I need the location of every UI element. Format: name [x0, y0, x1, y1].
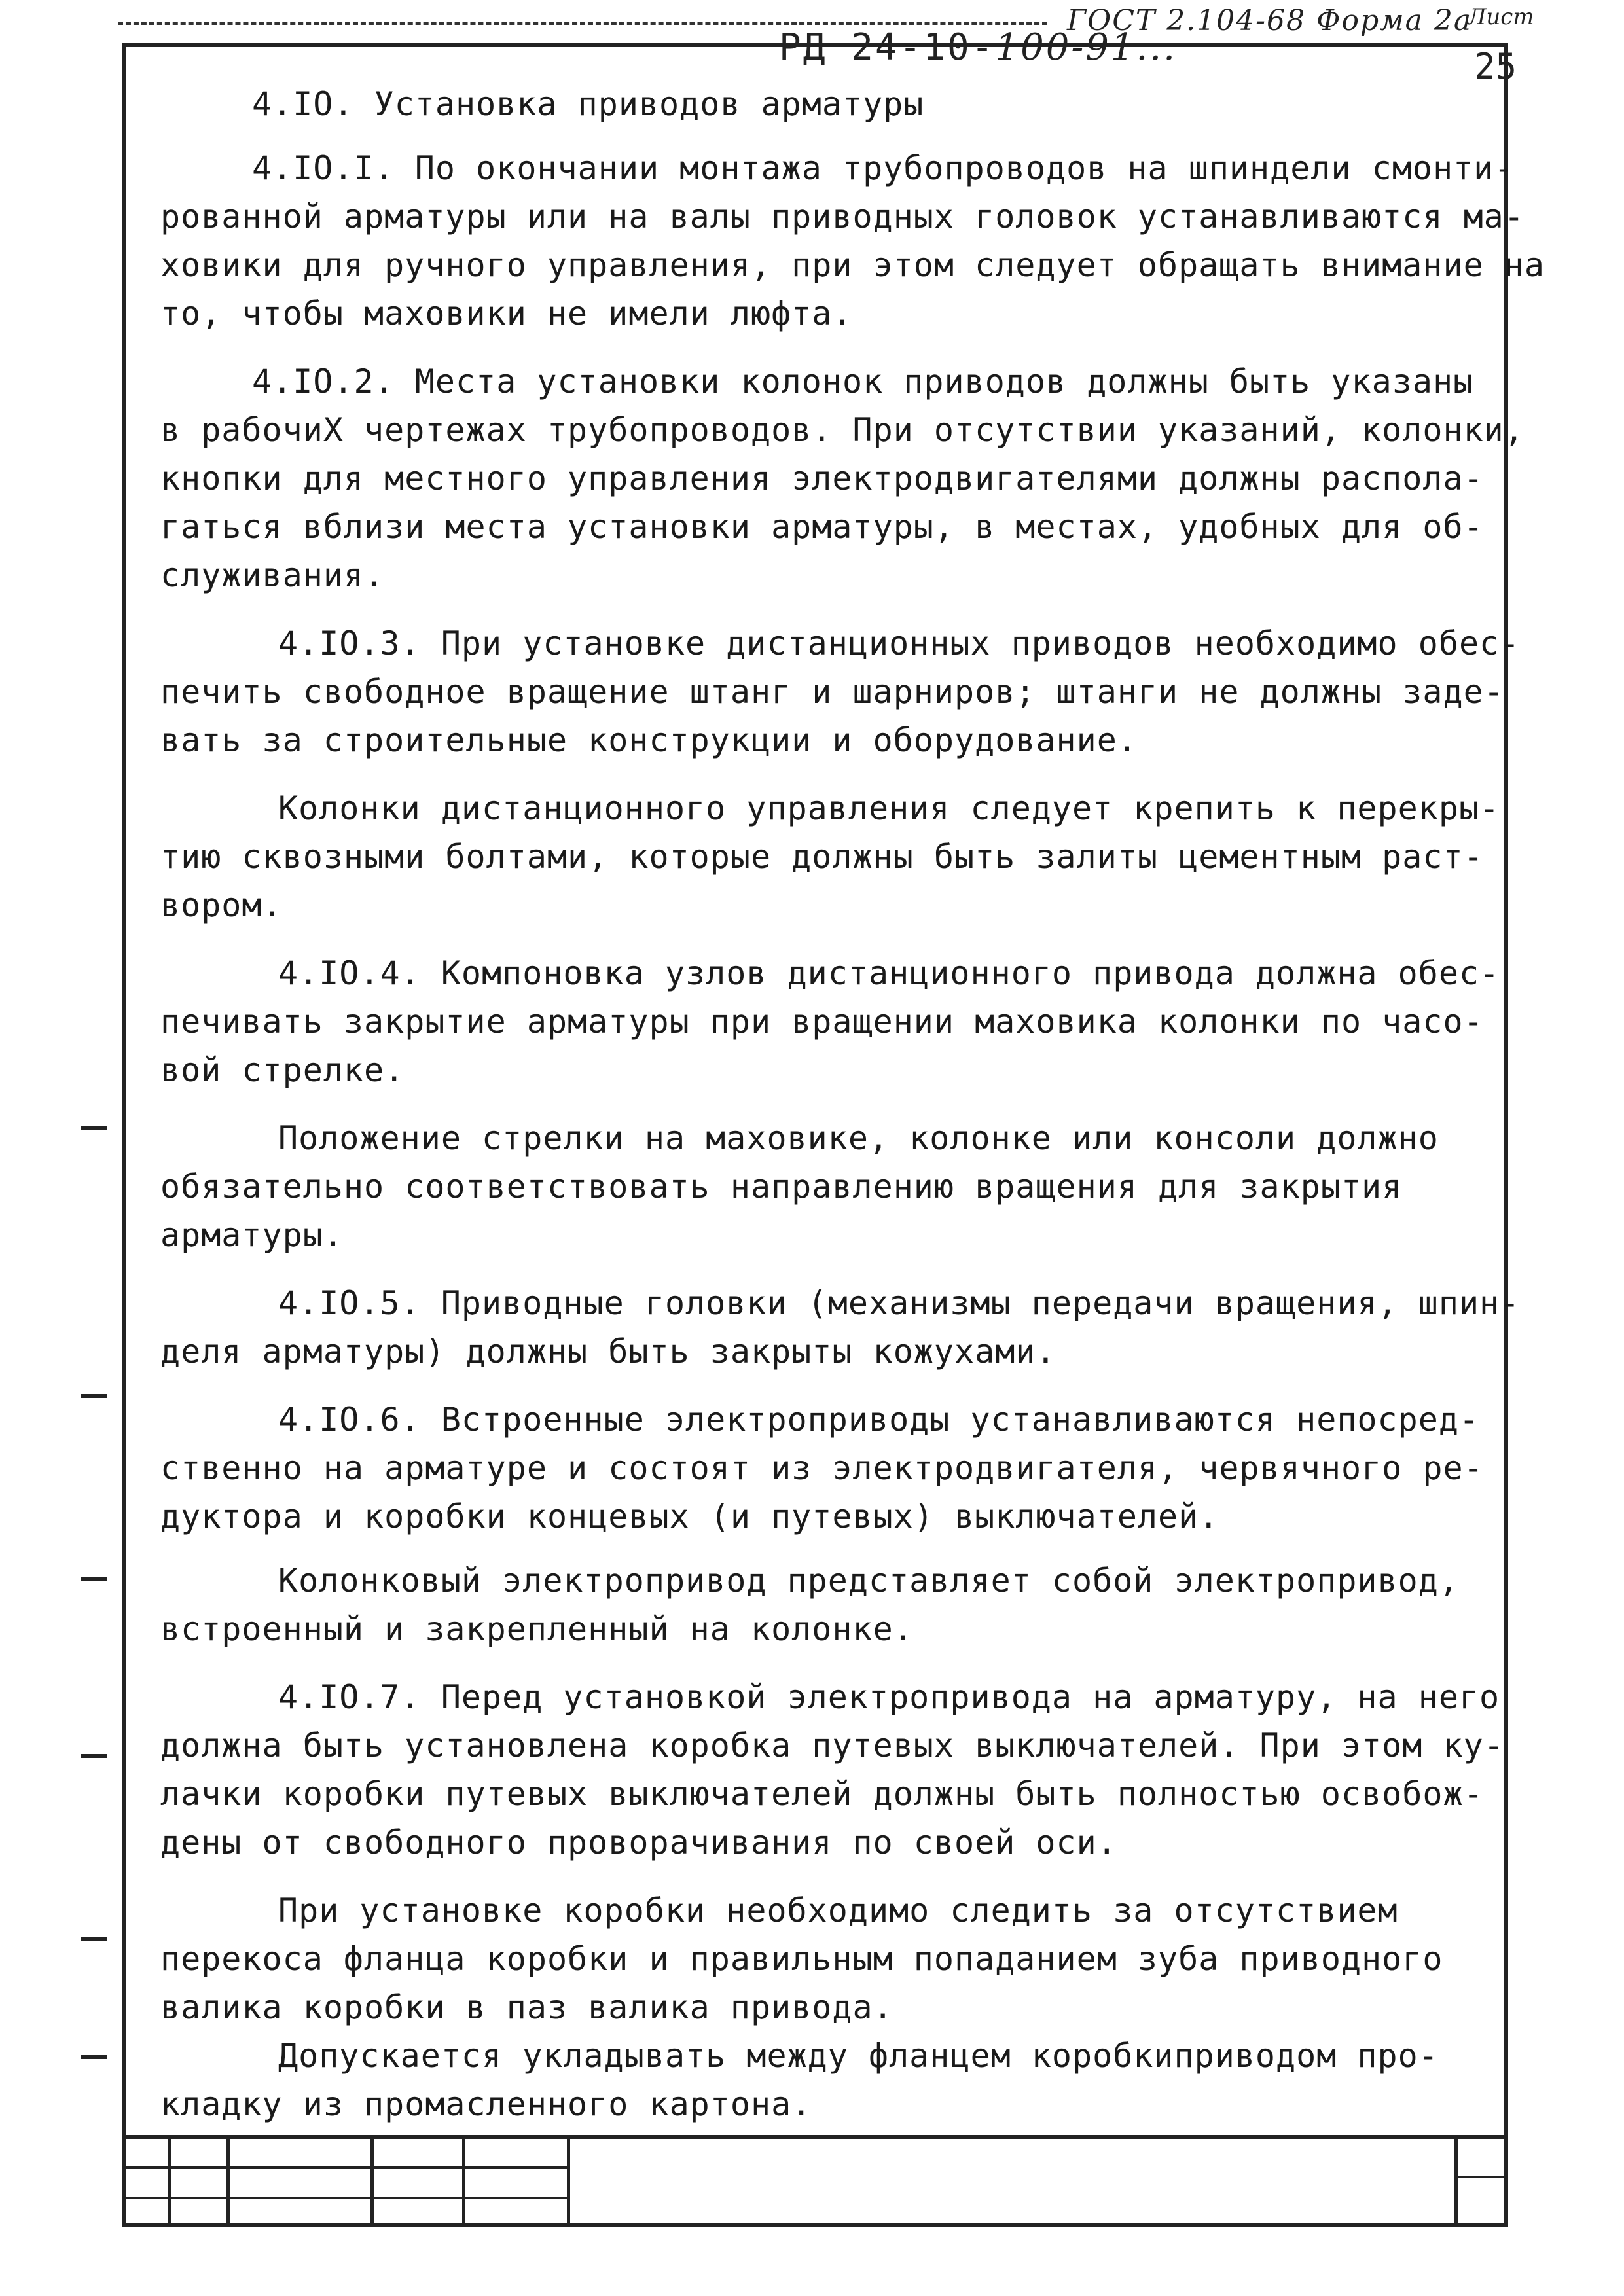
paragraph-line: 4.IO.I. По окончании монтажа трубопроводов на шпиндели смонти- [252, 149, 1515, 187]
paragraph-line: При установке коробки необходимо следить за отсутствием [278, 1892, 1398, 1929]
title-block-column-line [567, 2139, 570, 2223]
paragraph-line: рованной арматуры или на валы приводных головок устанавливаются ма- [160, 198, 1525, 236]
paragraph-line: арматуры. [160, 1216, 344, 1254]
paragraph-line: в рабочиХ чертежах трубопроводов. При отсутствии указаний, колонки, [160, 411, 1525, 449]
paragraph-line: 4.IO.3. При установке дистанционных приводов необходимо обес- [278, 624, 1521, 662]
title-block-column-line [168, 2139, 171, 2223]
paragraph-line: печить свободное вращение штанг и шарниров; штанги не должны заде- [160, 673, 1504, 711]
form-label: ГОСТ 2.104-68 Форма 2а [1067, 4, 1473, 37]
paragraph-line: обязательно соответствовать направлению вращения для закрытия [160, 1168, 1403, 1206]
paragraph-line: Допускается укладывать между фланцем коробкиприводом про- [278, 2037, 1439, 2075]
title-block [122, 2135, 1508, 2227]
paragraph-line: дены от свободного проворачивания по своей оси. [160, 1823, 1117, 1861]
paragraph-line: 4.IO.5. Приводные головки (механизмы передачи вращения, шпин- [278, 1284, 1521, 1322]
header-rule [118, 22, 1047, 25]
document-code-handwritten: 100-91... [995, 26, 1177, 69]
sheet-number: 25 [1474, 46, 1517, 87]
title-block-row-line [122, 2197, 567, 2199]
paragraph-line: перекоса фланца коробки и правильным попаданием зуба приводного [160, 1940, 1443, 1978]
paragraph-line: деля арматуры) должны быть закрыты кожухами. [160, 1333, 1056, 1371]
section-heading: 4.IO. Установка приводов арматуры [252, 85, 924, 123]
paragraph-line: дуктора и коробки концевых (и путевых) выключателей. [160, 1498, 1219, 1535]
title-block-column-line [462, 2139, 465, 2223]
paragraph-line: должна быть установлена коробка путевых выключателей. При этом ку- [160, 1727, 1504, 1765]
paragraph-line: кладку из промасленного картона. [160, 2085, 812, 2123]
paragraph-line: Колонки дистанционного управления следует крепить к перекры- [278, 789, 1500, 827]
document-code-printed: РД 24-10- [779, 26, 996, 69]
paragraph-line: вой стрелке. [160, 1051, 405, 1089]
paragraph-line: Положение стрелки на маховике, колонке или консоли должно [278, 1119, 1439, 1157]
paragraph-line: то, чтобы маховики не имели люфта. [160, 295, 853, 332]
paragraph-line: ховики для ручного управления, при этом следует обращать внимание на [160, 246, 1545, 284]
paragraph-line: ственно на арматуре и состоят из электродвигателя, червячного ре- [160, 1449, 1484, 1487]
title-block-column-line [370, 2139, 374, 2223]
paragraph-line: 4.IO.2. Места установки колонок приводов должны быть указаны [252, 363, 1474, 401]
paragraph-line: 4.IO.4. Компоновка узлов дистанционного привода должна обес- [278, 954, 1500, 992]
paragraph-line: кнопки для местного управления электродвигателями должны распола- [160, 459, 1484, 497]
paragraph-line: Колонковый электропривод представляет собой электропривод, [278, 1562, 1459, 1600]
title-block-column-line [1454, 2139, 1458, 2223]
paragraph-line: 4.IO.7. Перед установкой электропривода на арматуру, на него [278, 1678, 1500, 1716]
paragraph-line: лачки коробки путевых выключателей должны быть полностью освобож- [160, 1775, 1484, 1813]
title-block-column-line [226, 2139, 230, 2223]
title-block-row-line [122, 2166, 567, 2169]
sheet-cell-divider [1454, 2176, 1508, 2178]
paragraph-line: печивать закрытие арматуры при вращении маховика колонки по часо- [160, 1003, 1484, 1041]
document-code [779, 26, 1177, 69]
paragraph-line: вать за строительные конструкции и оборудование. [160, 721, 1138, 759]
paragraph-line: служивания. [160, 556, 385, 594]
paragraph-line: гаться вблизи места установки арматуры, в местах, удобных для об- [160, 508, 1484, 546]
document-body [160, 80, 1545, 2128]
paragraph-line: тию сквозными болтами, которые должны быть залиты цементным раст- [160, 838, 1484, 876]
paragraph-line: 4.IO.6. Встроенные электроприводы устанавливаются непосред- [278, 1401, 1480, 1439]
paragraph-line: вором. [160, 886, 283, 924]
paragraph-line: валика коробки в паз валика привода. [160, 1988, 893, 2026]
paragraph-line: встроенный и закрепленный на колонке. [160, 1610, 914, 1648]
sheet-label: Лист [1468, 4, 1534, 30]
